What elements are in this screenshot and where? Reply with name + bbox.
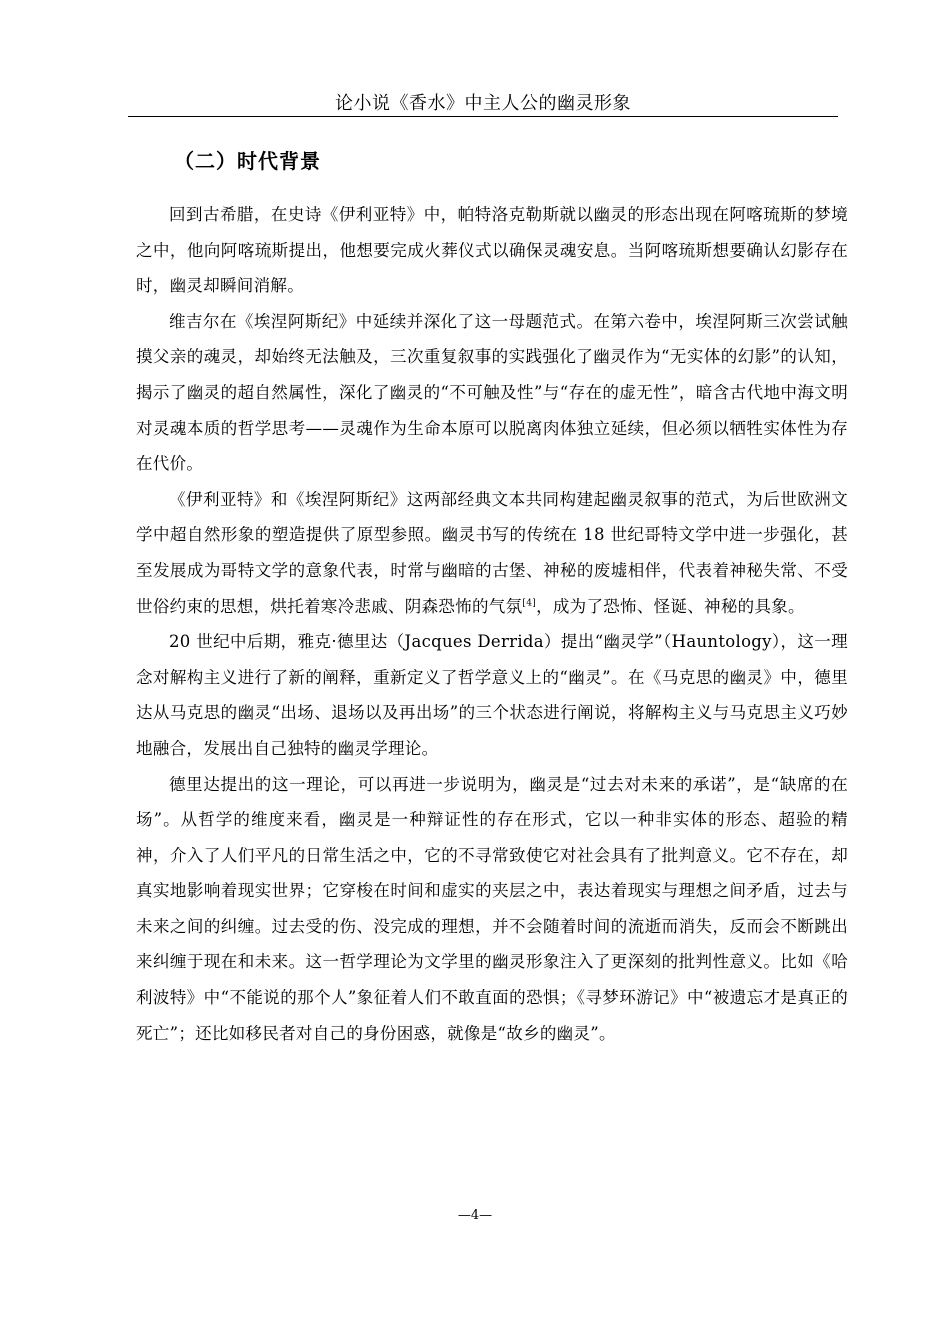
body-text	[136, 197, 848, 1051]
paragraph-2: 维吉尔在《埃涅阿斯纪》中延续并深化了这一母题范式。在第六卷中，埃涅阿斯三次尝试触摸父亲的魂灵，却始终无法触及，三次重复叙事的实践强化了幽灵作为“无实体的幻影”的认知，揭示了幽灵的超自然属性，深化了幽灵的“不可触及性”与“存在的虚无性”，暗含古代地中海文明对灵魂本质的哲学思考——灵魂作为生命本原可以脱离肉体独立延续，但必须以牺牲实体性为存在代价。	[136, 311, 848, 474]
header-rule	[128, 116, 838, 117]
paragraph-5: 德里达提出的这一理论，可以再进一步说明为，幽灵是“过去对未来的承诺”，是“缺席的在场”。从哲学的维度来看，幽灵是一种辩证性的存在形式，它以一种非实体的形态、超验的精神，介入了人们平凡的日常生活之中，它的不寻常致使它对社会具有了批判意义。它不存在，却真实地影响着现实世界；它穿梭在时间和虚实的夹层之中，表达着现实与理想之间矛盾，过去与未来之间的纠缠。过去受的伤、没完成的理想，并不会随着时间的流逝而消失，反而会不断跳出来纠缠于现在和未来。这一哲学理论为文学里的幽灵形象注入了更深刻的批判性意义。比如《哈利波特》中“不能说的那个人”象征着人们不敢直面的恐惧；《寻梦环游记》中“被遗忘才是真正的死亡”；还比如移民者对自己的身份困惑，就像是“故乡的幽灵”。	[136, 774, 848, 1043]
running-header: 论小说《香水》中主人公的幽灵形象	[335, 93, 631, 114]
section-heading: （二）时代背景	[174, 149, 321, 173]
paragraph-4: 20 世纪中后期，雅克·德里达（Jacques Derrida）提出“幽灵学”（Hauntology），这一理念对解构主义进行了新的阐释，重新定义了哲学意义上的“幽灵”。在《马克思的幽灵》中，德里达从马克思的幽灵“出场、退场以及再出场”的三个状态进行阐说，将解构主义与马克思主义巧妙地融合，发展出自己独特的幽灵学理论。	[136, 632, 848, 758]
page-number: —4—	[457, 1208, 493, 1223]
paragraph-3	[136, 482, 848, 624]
citation-ref: [4]	[522, 598, 537, 609]
paragraph-3-text-end: ，成为了恐怖、怪诞、神秘的具象。	[536, 596, 805, 616]
paragraph-3-text: 《伊利亚特》和《埃涅阿斯纪》这两部经典文本共同构建起幽灵叙事的范式，为后世欧洲文学中超自然形象的塑造提供了原型参照。幽灵书写的传统在 18 世纪哥特文学中进一步强化，甚至发展成为哥特文学的意象代表，时常与幽暗的古堡、神秘的废墟相伴，代表着神秘失常、不受世俗约束的思想，烘托着寒冷悲戚、阴森恐怖的气氛	[136, 489, 848, 616]
paragraph-1: 回到古希腊，在史诗《伊利亚特》中，帕特洛克勒斯就以幽灵的形态出现在阿喀琉斯的梦境之中，他向阿喀琉斯提出，他想要完成火葬仪式以确保灵魂安息。当阿喀琉斯想要确认幻影存在时，幽灵却瞬间消解。	[136, 205, 848, 296]
